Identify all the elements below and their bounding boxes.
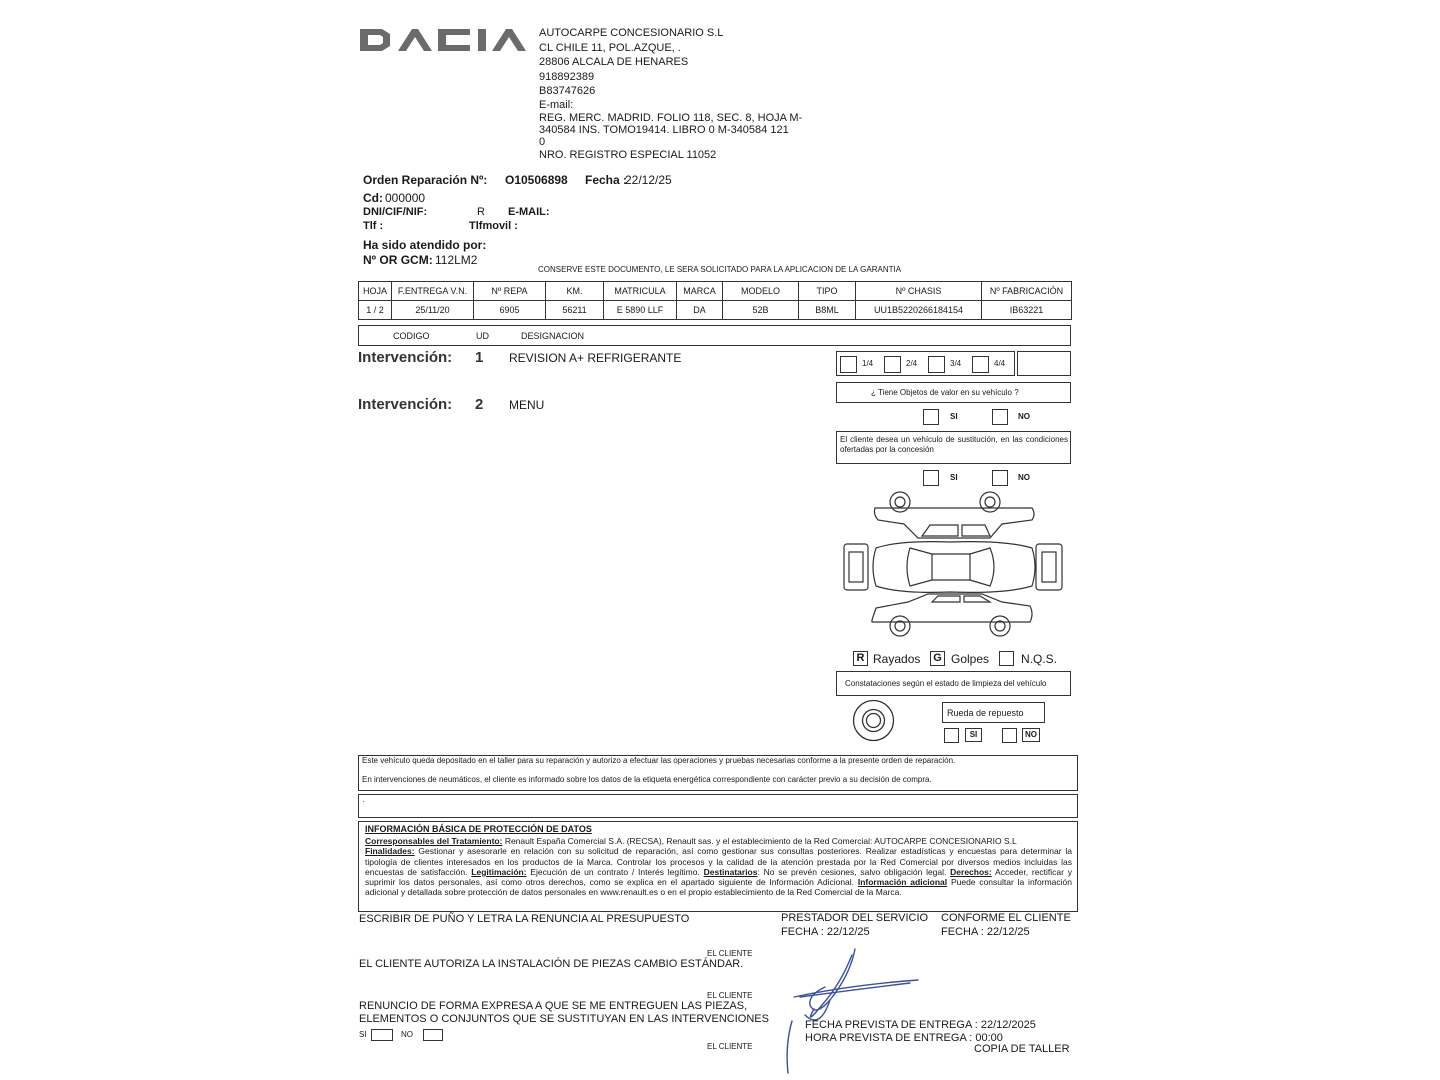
fuel-3-4-label: 3/4: [950, 359, 962, 368]
table-cell: 6905: [474, 301, 546, 320]
rayados-mark: [853, 651, 868, 666]
autoriza-piezas: EL CLIENTE AUTORIZA LA INSTALACIÓN DE PIEZAS CAMBIO ESTÁNDAR.: [359, 958, 744, 970]
data-protection-title: [365, 824, 592, 834]
valuables-no-label: NO: [1018, 412, 1030, 421]
el-cliente-3: EL CLIENTE: [707, 1042, 753, 1051]
dealer-name: AUTOCARPE CONCESIONARIO S.L: [539, 27, 724, 39]
deposit-text-2: En intervenciones de neumáticos, el cliente es informado sobre los datos de la etiqueta energética correspondiente con carácter previo a su decisión de compra.: [362, 775, 932, 784]
resp-label: Corresponsables del Tratamiento:: [365, 836, 503, 846]
vehicle-table: [358, 281, 1072, 320]
gcm-value: 112LM2: [435, 253, 478, 267]
table-cell: UU1B5220266184154: [856, 301, 982, 320]
fin-label: Finalidades:: [365, 846, 415, 857]
resp-text: Renault España Comercial S.A. (RECSA), Renault sas. y el establecimiento de la Red Comercial: AUTOCARPE CONCESIONARIO S.L: [502, 836, 1017, 846]
intervention-1-number: 1: [475, 349, 484, 366]
header-cell: MATRICULA: [604, 282, 677, 301]
substitution-question: El cliente desea un vehículo de sustitución, en las condiciones ofertadas por la concesión: [840, 435, 1068, 454]
vehicle-table-header: [359, 282, 1072, 301]
fuel-2-4-label: 2/4: [906, 359, 918, 368]
renuncio-no-label: NO: [401, 1030, 413, 1039]
fuel-4-4-checkbox[interactable]: [972, 356, 989, 373]
intervention-1-label: Intervención:: [358, 349, 453, 366]
dealer-phone: 918892389: [539, 71, 595, 83]
fuel-1-4-checkbox[interactable]: [840, 356, 857, 373]
nqs-checkbox[interactable]: [999, 651, 1014, 666]
spare-wheel-si-label-box: [965, 728, 982, 742]
car-top-view: [844, 542, 1062, 593]
golpes-mark: [930, 651, 945, 666]
designation-codigo: CODIGO: [393, 331, 430, 341]
tlfmovil-label: Tlfmovil :: [469, 220, 518, 232]
valuables-si-checkbox[interactable]: [923, 409, 939, 425]
brand-logo: [360, 27, 530, 53]
gcm-label: Nº OR GCM:: [363, 253, 433, 267]
warranty-notice: CONSERVE ESTE DOCUMENTO, LE SERA SOLICITADO PARA LA APLICACION DE LA GARANTIA: [538, 265, 902, 274]
spare-wheel-no-label-box: [1022, 728, 1040, 742]
header-cell: HOJA: [359, 282, 392, 301]
golpes-mark-letter: G: [933, 652, 942, 664]
dealer-registry-1: REG. MERC. MADRID. FOLIO 118, SEC. 8, HOJA M-: [539, 112, 803, 124]
fecha-prevista-entrega: FECHA PREVISTA DE ENTREGA : 22/12/2025: [805, 1019, 1036, 1031]
rayados-mark-letter: R: [856, 652, 865, 664]
table-cell: E 5890 LLF: [604, 301, 677, 320]
intervention-2-number: 2: [475, 396, 484, 413]
designation-header-box: [358, 325, 1071, 346]
prestador-fecha: FECHA : 22/12/25: [781, 926, 870, 938]
header-cell: TIPO: [799, 282, 856, 301]
designation-ud: UD: [476, 331, 489, 341]
table-cell: DA: [677, 301, 723, 320]
renuncio-line-2: ELEMENTOS O CONJUNTOS QUE SE SUSTITUYAN EN LAS INTERVENCIONES: [359, 1013, 769, 1025]
info-label: Información adicional: [857, 877, 948, 888]
valuables-no-checkbox[interactable]: [992, 409, 1008, 425]
table-row: [359, 301, 1072, 320]
fuel-2-4-checkbox[interactable]: [884, 356, 901, 373]
table-cell: 25/11/20: [392, 301, 474, 320]
hora-prevista-entrega: HORA PREVISTA DE ENTREGA : 00:00: [805, 1032, 1003, 1044]
order-number-label: Orden Reparación Nº:: [363, 173, 488, 187]
leg-label: Legitimación:: [471, 866, 527, 877]
fuel-4-4-label: 4/4: [994, 359, 1006, 368]
header-cell: Nº CHASIS: [856, 282, 982, 301]
intervention-2-label: Intervención:: [358, 396, 453, 413]
dealer-email-label: E-mail:: [539, 99, 574, 111]
table-cell: B8ML: [799, 301, 856, 320]
car-side-view-top: [874, 492, 1034, 538]
spare-wheel-si-checkbox[interactable]: [944, 728, 959, 743]
valuables-si-label: SI: [950, 412, 958, 421]
fin-text: Gestionar y asesorarle en relación con su solicitud de reparación, así como gestionar sus consultas posteriores. Realizar estadísticas y encuestas para determinar la tipología de clientes interesados en los productos de la Marca. Controlar los procesos y la calidad de la atención prestada por la Red Comercial por diversos medios incluidas las encuestas de satisfacción.: [365, 846, 1072, 877]
leg-text: Ejecución de un contrato / Interés legítimo.: [526, 866, 704, 877]
prestador-label: PRESTADOR DEL SERVICIO: [781, 912, 929, 924]
signature: [770, 945, 930, 1075]
deposit-text-1: Este vehículo queda depositado en el taller para su reparación y autorizo a efectuar las operaciones y pruebas necesarias conforme a la presente orden de reparación.: [362, 756, 956, 765]
spare-wheel-no-checkbox[interactable]: [1002, 728, 1017, 743]
header-cell: Nº REPA: [474, 282, 546, 301]
table-cell: 52B: [723, 301, 799, 320]
dealer-cif: B83747626: [539, 85, 596, 97]
substitution-si-label: SI: [950, 473, 958, 482]
renuncio-no-checkbox[interactable]: [423, 1029, 443, 1041]
der-text: Acceder, rectificar y suprimir los datos personales, así como otros derechos, como se explica en el apartado siguiente de Información Adicional.: [365, 866, 1073, 888]
observations-mark: ·: [362, 797, 365, 806]
cd-value: 000000: [385, 191, 426, 205]
header-cell: F.ENTREGA V.N.: [392, 282, 474, 301]
nqs-label: N.Q.S.: [1021, 652, 1058, 666]
header-cell: MARCA: [677, 282, 723, 301]
conforme-fecha: FECHA : 22/12/25: [941, 926, 1030, 938]
tlf-label: Tlf :: [363, 220, 384, 232]
info-text: Puede consultar la información adicional y detallada sobre protección de datos personales en www.renault.es o en el propio establecimiento de la Red Comercial de la Marca.: [365, 877, 1072, 898]
intervention-2-description: MENU: [509, 398, 545, 412]
renuncio-line-1: RENUNCIO DE FORMA EXPRESA A QUE SE ME ENTREGUEN LAS PIEZAS,: [359, 1000, 748, 1012]
renuncio-si-checkbox[interactable]: [371, 1029, 393, 1041]
table-cell: 1 / 2: [359, 301, 392, 320]
substitution-no-label: NO: [1018, 473, 1030, 482]
dealer-registry-2: 340584 INS. TOMO19414. LIBRO 0 M-340584 121: [539, 124, 789, 136]
header-cell: MODELO: [723, 282, 799, 301]
header-cell: KM.: [546, 282, 604, 301]
fuel-3-4-checkbox[interactable]: [928, 356, 945, 373]
dest-text: : No se prevén cesiones, salvo obligación legal.: [757, 866, 951, 877]
substitution-no-checkbox[interactable]: [992, 470, 1008, 486]
table-cell: IB63221: [982, 301, 1072, 320]
order-date-label: Fecha :: [585, 173, 628, 187]
fuel-extra-box: [1017, 351, 1071, 376]
dealer-registry-4: NRO. REGISTRO ESPECIAL 11052: [539, 149, 717, 161]
car-side-view-bottom: [872, 594, 1032, 636]
car-damage-diagram[interactable]: [840, 490, 1075, 642]
email-label: E-MAIL:: [508, 206, 550, 218]
renuncio-si-label: SI: [359, 1030, 367, 1039]
el-cliente-2: EL CLIENTE: [707, 991, 753, 1000]
rayados-label: Rayados: [873, 652, 921, 666]
el-cliente-1: EL CLIENTE: [707, 949, 753, 958]
renuncia-presupuesto: ESCRIBIR DE PUÑO Y LETRA LA RENUNCIA AL PRESUPUESTO: [359, 913, 690, 925]
dni-label: DNI/CIF/NIF:: [363, 206, 428, 218]
cd-label: Cd:: [363, 191, 383, 205]
dealer-city: 28806 ALCALA DE HENARES: [539, 56, 689, 68]
order-date: 22/12/25: [625, 173, 672, 187]
der-label: Derechos:: [950, 866, 992, 877]
attended-label: Ha sido atendido por:: [363, 238, 487, 252]
dealer-address: CL CHILE 11, POL.AZQUE, .: [539, 42, 681, 54]
spare-wheel-si-label: SI: [969, 730, 978, 739]
cleanliness-label: Constataciones según el estado de limpieza del vehículo: [845, 679, 1047, 688]
fuel-1-4-label: 1/4: [862, 359, 874, 368]
golpes-label: Golpes: [951, 652, 990, 666]
spare-wheel-label: Rueda de repuesto: [947, 708, 1024, 718]
dealer-registry-3: 0: [539, 136, 546, 148]
substitution-si-checkbox[interactable]: [923, 470, 939, 486]
wheel-icon: [851, 698, 896, 743]
intervention-1-description: REVISION A+ REFRIGERANTE: [509, 351, 682, 365]
conforme-label: CONFORME EL CLIENTE: [941, 912, 1071, 924]
observations-box[interactable]: [358, 794, 1078, 818]
valuables-question: ¿ Tiene Objetos de valor en su vehículo ?: [871, 388, 1019, 397]
dest-label: Destinatarios: [703, 866, 758, 877]
data-protection-body: [365, 836, 1072, 898]
data-protection-title-text: INFORMACIÓN BÁSICA DE PROTECCIÓN DE DATOS: [365, 824, 592, 834]
order-number: O10506898: [505, 173, 568, 187]
dni-value: R: [477, 206, 485, 218]
table-cell: 56211: [546, 301, 604, 320]
designation-designacion: DESIGNACION: [521, 331, 585, 341]
copia-de-taller: COPIA DE TALLER: [974, 1043, 1070, 1055]
spare-wheel-no-label: NO: [1025, 730, 1037, 739]
header-cell: Nº FABRICACIÓN: [982, 282, 1072, 301]
